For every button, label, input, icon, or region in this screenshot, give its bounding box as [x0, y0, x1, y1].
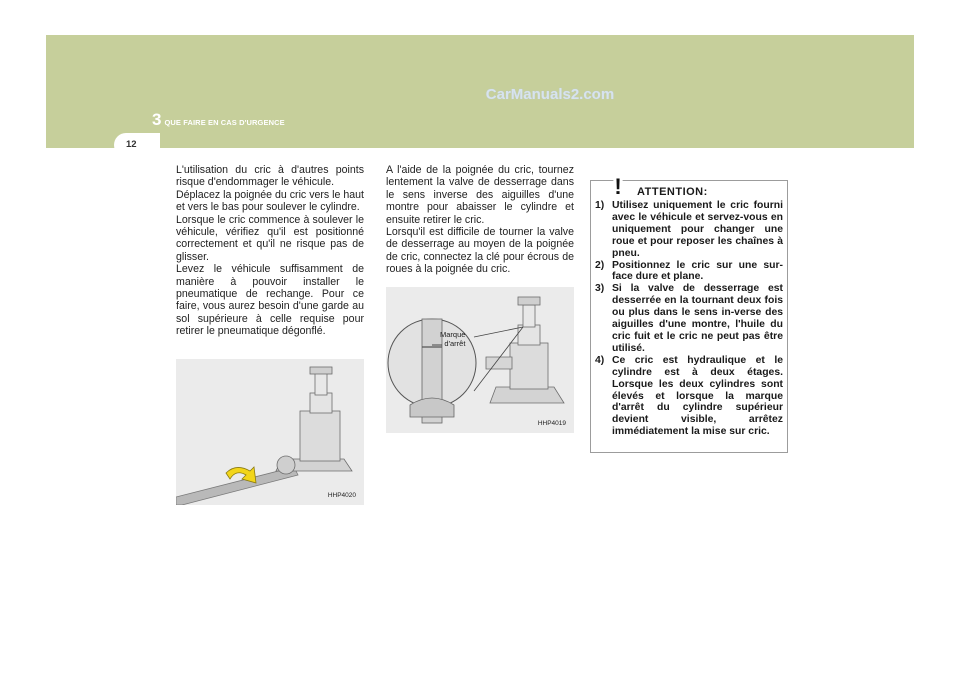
paragraph: Levez le véhicule suffisamment de manière à pouvoir installer le pneumatique de rechange. Pour ce faire, vous aurez besoin d'une garde au sol supérieure à celle requise pour retirer le pneumatique dégonflé. — [176, 263, 364, 338]
paragraph: Lorsqu'il est difficile de tourner la valve de desserrage au moyen de la poignée de cric, connectez la clé pour écrous de roues à la poignée du cric. — [386, 226, 574, 276]
figure-code: HHP4019 — [537, 420, 566, 427]
chapter-number: 3 — [152, 110, 162, 129]
list-item: 2) Positionnez le cric sur une sur-face dure et plane. — [595, 259, 783, 283]
jack-cylinder-image — [386, 287, 574, 433]
stop-mark-label: Marque d'arrêt — [440, 330, 466, 348]
chapter-heading — [152, 110, 285, 130]
text-column-1 — [176, 164, 364, 338]
paragraph: Lorsque le cric commence à soulever le véhicule, vérifiez qu'il est positionné correctement et qu'il ne risque pas de glisser. — [176, 213, 364, 263]
attention-list — [595, 200, 783, 438]
stop-mark-illustration — [386, 287, 574, 433]
svg-text:!: ! — [614, 174, 622, 198]
text-column-2 — [386, 164, 574, 276]
page-number: 12 — [126, 139, 137, 150]
list-item: 1) Utilisez uniquement le cric fourni avec le véhicule et servez-vous en uniquement pour changer une roue et pour reposer les chaînes à pneu. — [595, 200, 783, 259]
jack-lifting-illustration — [176, 359, 364, 505]
page-tab — [114, 133, 160, 157]
chapter-title: QUE FAIRE EN CAS D'URGENCE — [164, 118, 285, 127]
list-item: 4) Ce cric est hydraulique et le cylindre est à deux étages. Lorsque les deux cylindres sont élevés et lorsque la marque d'arrêt du cylindre supérieur devient visible, arrêtez immédiatement la mise sur cric. — [595, 354, 783, 438]
paragraph: A l'aide de la poignée du cric, tournez lentement la valve de desserrage dans le sens inverse des aiguilles d'une montre pour abaisser le cylindre et ensuite retirer le cric. — [386, 164, 574, 226]
figure-code: HHP4020 — [327, 492, 356, 499]
warning-exclamation-icon — [604, 172, 632, 198]
attention-box — [590, 174, 788, 453]
attention-title: ATTENTION: — [637, 186, 708, 198]
jack-handle-image — [176, 359, 364, 505]
paragraph: L'utilisation du cric à d'autres points risque d'endommager le véhicule. — [176, 164, 364, 189]
list-item: 3) Si la valve de desserrage est desserrée en la tournant deux fois ou plus dans le sens in-verse des aiguilles d'une montre, l'huile du cric fuit et le cric ne peut pas être utilisé. — [595, 283, 783, 354]
paragraph: Déplacez la poignée du cric vers le haut et vers le bas pour soulever le cylindre. — [176, 188, 364, 214]
watermark: CarManuals2.com — [485, 86, 615, 103]
